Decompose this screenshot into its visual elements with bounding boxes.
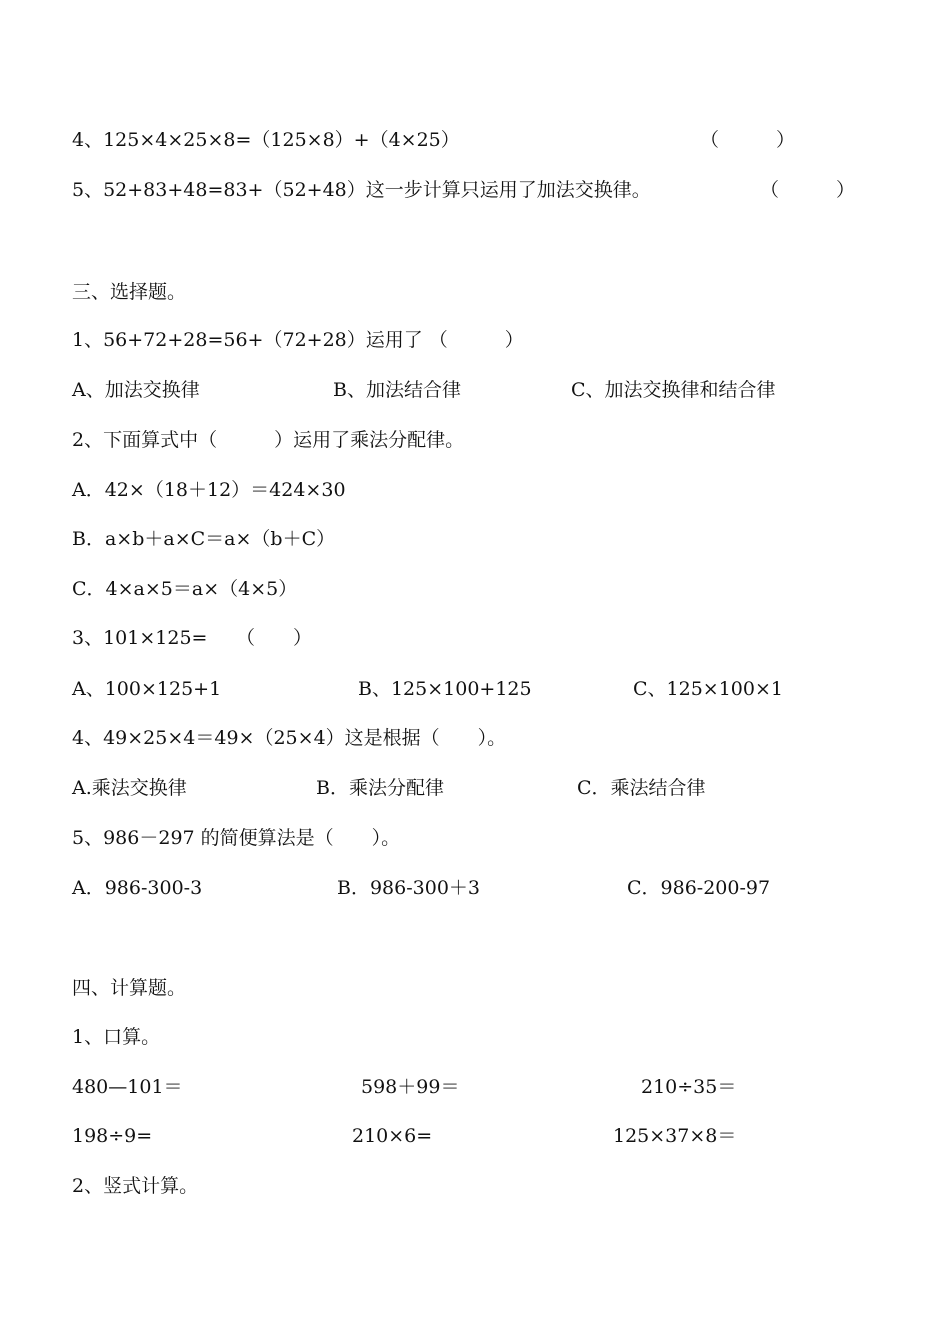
choice-q5-option-b: B．986-300＋3 bbox=[337, 877, 481, 899]
choice-q1-stem: 1、56+72+28=56+（72+28）运用了 （ ） bbox=[72, 329, 524, 351]
calc-vertical-heading: 2、竖式计算。 bbox=[72, 1175, 199, 1197]
calc-oral-item: 480—101＝ bbox=[72, 1076, 183, 1098]
judge-q4-text: 4、125×4×25×8=（125×8）+（4×25） bbox=[72, 129, 460, 151]
judge-q5-blank: （ ） bbox=[760, 179, 856, 201]
judge-q5-text: 5、52+83+48=83+（52+48）这一步计算只运用了加法交换律。 bbox=[72, 179, 651, 201]
choice-q2-option-b: B．a×b＋a×C＝a×（b＋C） bbox=[72, 528, 336, 550]
choice-heading: 三、选择题。 bbox=[72, 281, 187, 303]
calc-oral-item: 198÷9= bbox=[72, 1125, 153, 1147]
calc-oral-item: 210÷35＝ bbox=[641, 1076, 737, 1098]
choice-q2-option-a: A．42×（18＋12）＝424×30 bbox=[72, 479, 346, 501]
calc-oral-item: 598＋99＝ bbox=[361, 1076, 460, 1098]
choice-q4-stem: 4、49×25×4＝49×（25×4）这是根据（ ）。 bbox=[72, 727, 507, 749]
choice-q5-stem: 5、986－297 的简便算法是（ ）。 bbox=[72, 827, 401, 849]
choice-q1-option-a: A、加法交换律 bbox=[72, 379, 200, 401]
choice-q3-stem: 3、101×125= （ ） bbox=[72, 627, 312, 649]
calc-oral-item: 125×37×8＝ bbox=[613, 1125, 737, 1147]
choice-q2-option-c: C．4×a×5＝a×（4×5） bbox=[72, 578, 298, 600]
judge-q4-blank: （ ） bbox=[700, 129, 796, 151]
calc-heading: 四、计算题。 bbox=[72, 977, 187, 999]
choice-q5-option-c: C．986-200-97 bbox=[627, 877, 771, 899]
choice-q1-option-b: B、加法结合律 bbox=[333, 379, 461, 401]
calc-oral-item: 210×6= bbox=[352, 1125, 433, 1147]
choice-q4-option-c: C．乘法结合律 bbox=[577, 777, 706, 799]
calc-oral-heading: 1、口算。 bbox=[72, 1026, 161, 1048]
choice-q3-option-b: B、125×100+125 bbox=[358, 678, 532, 700]
choice-q2-stem: 2、下面算式中（ ）运用了乘法分配律。 bbox=[72, 429, 465, 451]
choice-q1-option-c: C、加法交换律和结合律 bbox=[571, 379, 776, 401]
choice-q5-option-a: A．986-300-3 bbox=[72, 877, 203, 899]
choice-q3-option-c: C、125×100×1 bbox=[633, 678, 783, 700]
choice-q4-option-a: A.乘法交换律 bbox=[72, 777, 187, 799]
choice-q3-option-a: A、100×125+1 bbox=[72, 678, 222, 700]
choice-q4-option-b: B．乘法分配律 bbox=[316, 777, 444, 799]
